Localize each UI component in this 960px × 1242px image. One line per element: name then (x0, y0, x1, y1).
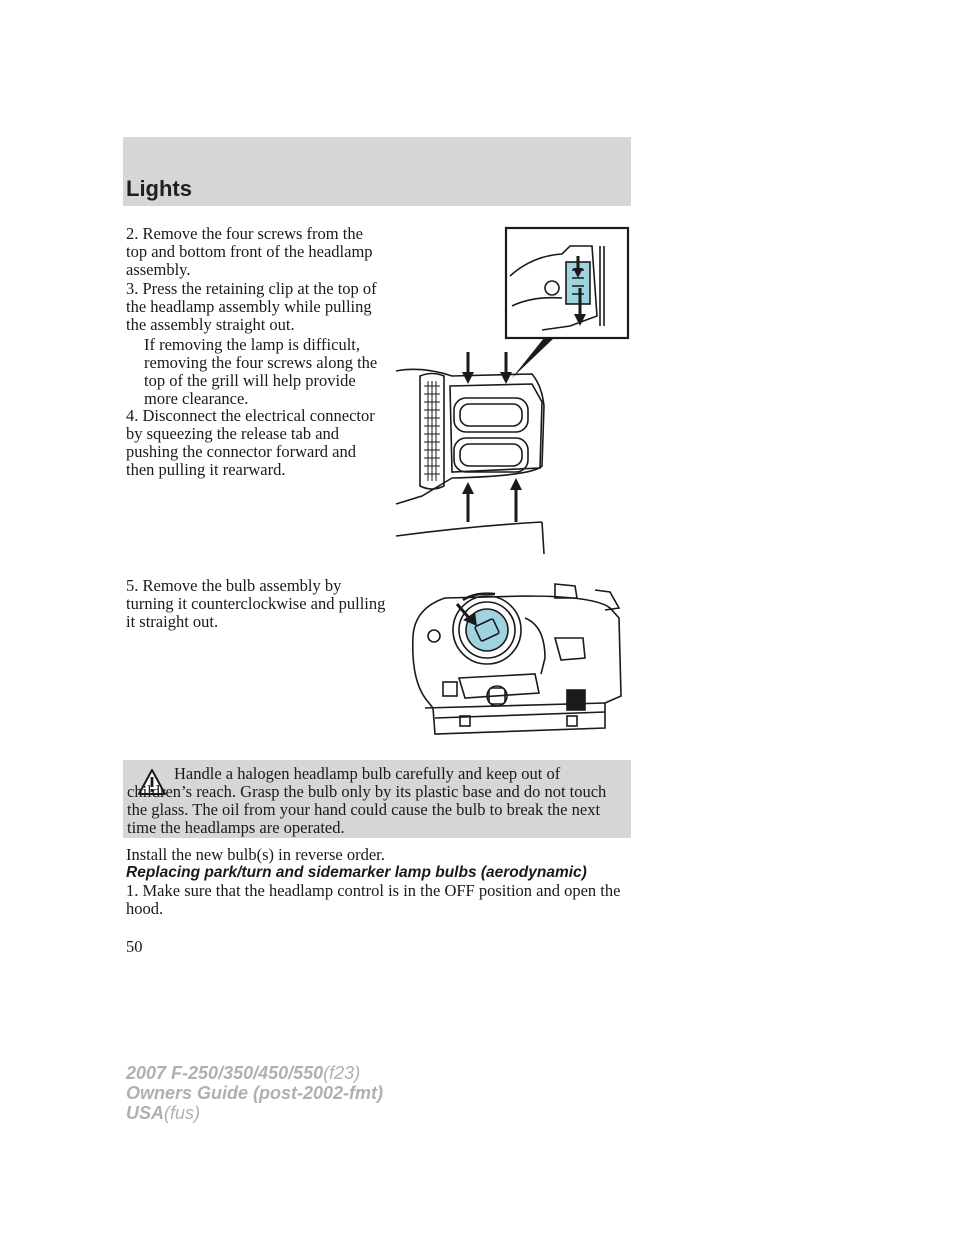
headlamp-removal-illustration (392, 226, 632, 556)
document-footer (126, 1063, 383, 1123)
footer-guide: Owners Guide (post-2002-fmt) (126, 1083, 384, 1103)
step-4-text: 4. Disconnect the electrical connector by squeezing the release tab and pushing the connector forward and then pulling it rearward. (126, 406, 375, 479)
footer-model: 2007 F-250/350/450/550 (126, 1063, 324, 1083)
footer-market-code: (fus) (164, 1103, 201, 1123)
subheading: Replacing park/turn and sidemarker lamp bulbs (aerodynamic) (126, 864, 587, 881)
footer-market: USA (126, 1103, 165, 1123)
section-header-band (123, 137, 631, 206)
page-number: 50 (126, 937, 143, 956)
footer-model-code: (f23) (323, 1063, 361, 1083)
section-title: Lights (126, 176, 192, 201)
step-5-text: 5. Remove the bulb assembly by turning it counterclockwise and pulling it straight out. (126, 576, 386, 631)
step-1-text: 1. Make sure that the headlamp control is in the OFF position and open the hood. (126, 881, 621, 918)
bulb-assembly-illustration (405, 578, 627, 736)
install-text: Install the new bulb(s) in reverse order. (126, 845, 385, 864)
step-3-text: 3. Press the retaining clip at the top of the headlamp assembly while pulling the assembly straight out. (126, 279, 377, 334)
step-2-text: 2. Remove the four screws from the top and bottom front of the headlamp assembly. (126, 224, 373, 279)
warning-text: Handle a halogen headlamp bulb carefully and keep out of children’s reach. Grasp the bulb only by its plastic base and do not touch the glass. The oil from your hand could cause the bulb to break the next time the headlamps are operated. (127, 764, 607, 837)
warning-box (123, 760, 631, 838)
step-3-note: If removing the lamp is difficult, removing the four screws along the top of the grill will help provide more clearance. (144, 335, 378, 408)
